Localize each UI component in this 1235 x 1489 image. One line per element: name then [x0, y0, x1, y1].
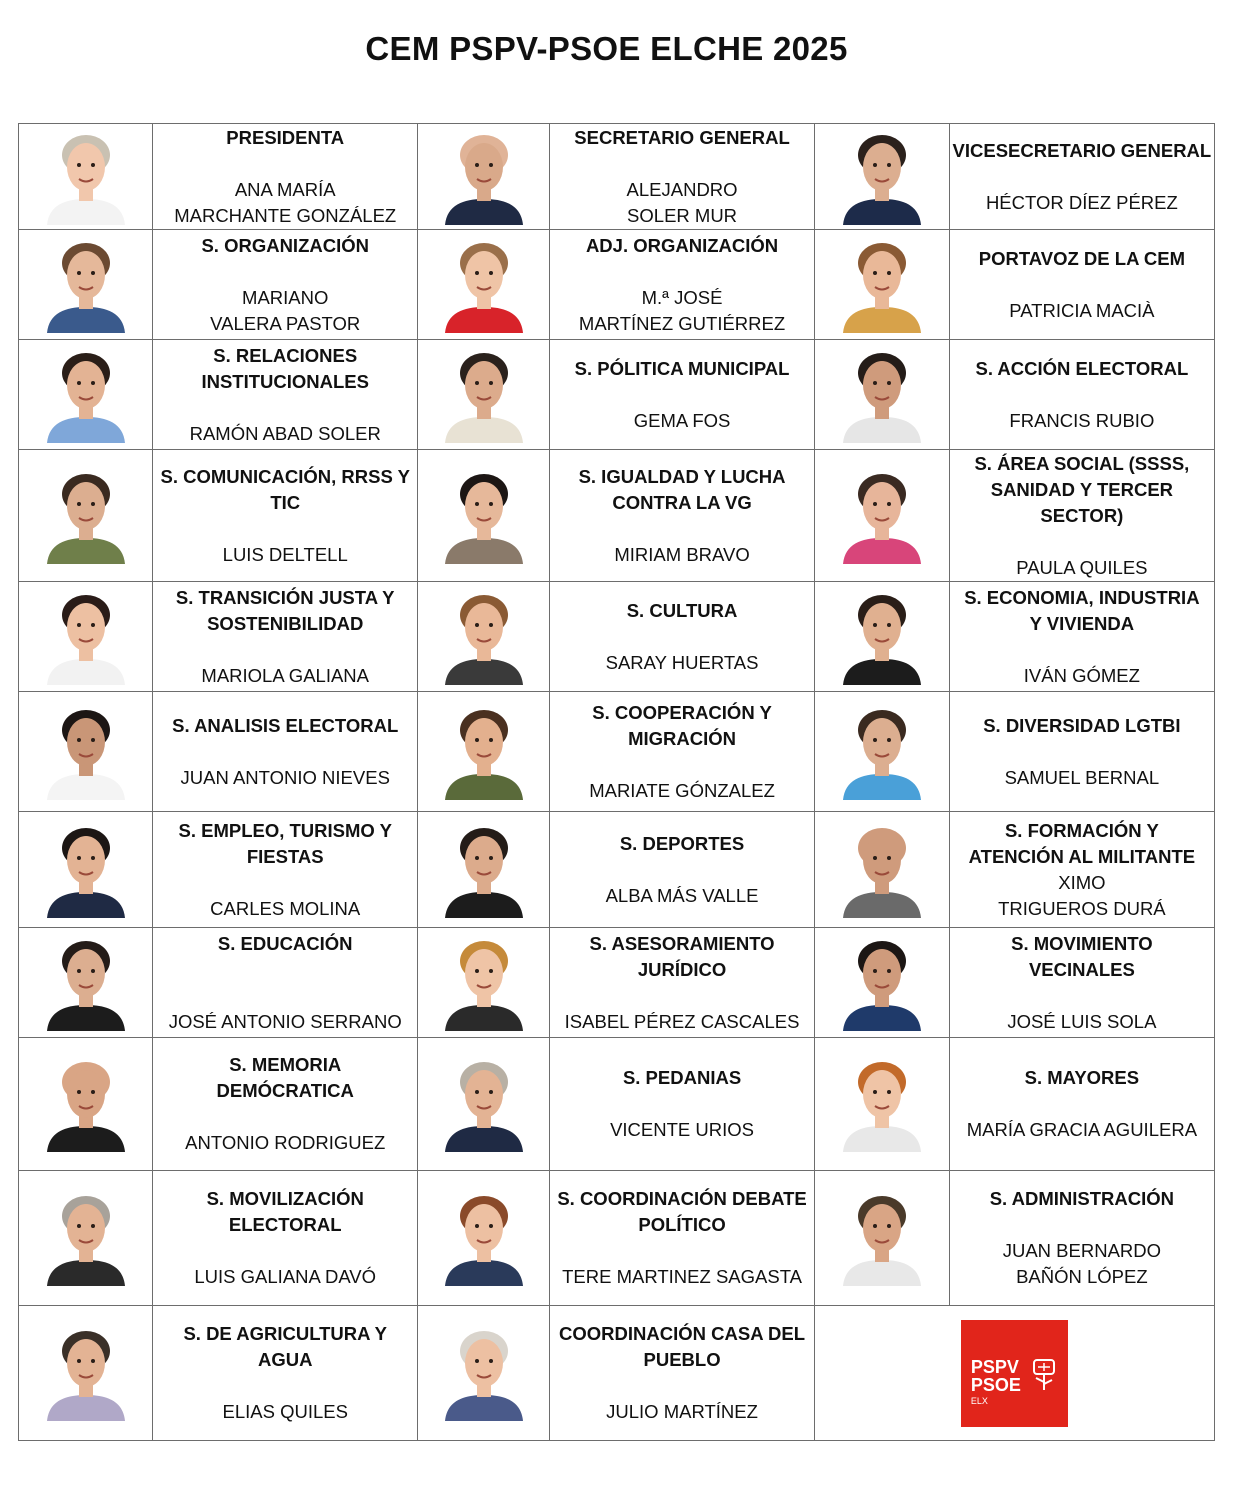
member-photo [441, 704, 527, 800]
member-photo [43, 347, 129, 443]
photo-cell [19, 450, 153, 582]
photo-cell [418, 1038, 550, 1171]
photo-cell [814, 1038, 949, 1171]
member-cell [949, 124, 1214, 230]
member-name: ANA MARÍA MARCHANTE GONZÁLEZ [174, 178, 397, 226]
member-photo [839, 935, 925, 1031]
member-cell [550, 928, 814, 1038]
member-role: S. ÁREA SOCIAL (SSSS, SANIDAD Y TERCER SECTOR) [974, 452, 1190, 526]
member-cell [153, 812, 418, 928]
member-photo [441, 237, 527, 333]
member-cell [949, 812, 1214, 928]
member-role: S. CULTURA [626, 599, 738, 621]
member-role: S. RELACIONES INSTITUCIONALES [201, 344, 369, 392]
member-role: S. MOVIMIENTO VECINALES [1011, 932, 1153, 980]
member-cell [949, 230, 1214, 340]
photo-cell [418, 812, 550, 928]
member-photo [43, 704, 129, 800]
member-name: JUAN ANTONIO NIEVES [180, 766, 390, 788]
photo-cell [814, 582, 949, 692]
member-role: S. DEPORTES [619, 832, 745, 854]
member-cell [550, 450, 814, 582]
member-role: S. DE AGRICULTURA Y AGUA [183, 1323, 387, 1370]
member-name: XIMO TRIGUEROS DURÁ [998, 871, 1166, 919]
member-cell [153, 450, 418, 582]
member-name: JULIO MARTÍNEZ [606, 1401, 758, 1422]
table-row [19, 1306, 1215, 1441]
logo-line-1: PSPV [970, 1356, 1019, 1377]
member-photo [441, 1190, 527, 1286]
member-name: ISABEL PÉREZ CASCALES [564, 1010, 800, 1032]
member-name: JUAN BERNARDO BAÑÓN LÓPEZ [1002, 1240, 1162, 1287]
photo-cell [418, 450, 550, 582]
logo-line-2: PSOE [970, 1374, 1021, 1395]
member-photo [839, 822, 925, 918]
member-role: S. ASESORAMIENTO JURÍDICO [589, 932, 775, 980]
photo-cell [19, 582, 153, 692]
member-photo [43, 1190, 129, 1286]
member-name: M.ª JOSÉ MARTÍNEZ GUTIÉRREZ [578, 286, 786, 334]
photo-cell [19, 340, 153, 450]
member-role: PRESIDENTA [226, 126, 345, 148]
member-photo [441, 347, 527, 443]
member-cell [153, 230, 418, 340]
member-photo [839, 347, 925, 443]
member-photo [839, 1056, 925, 1152]
member-role: S. COOPERACIÓN Y MIGRACIÓN [592, 701, 772, 749]
photo-cell [418, 582, 550, 692]
photo-cell [418, 340, 550, 450]
member-cell [550, 812, 814, 928]
page-title: CEM PSPV-PSOE ELCHE 2025 [365, 30, 848, 67]
photo-cell [418, 230, 550, 340]
photo-cell [418, 124, 550, 230]
member-cell [153, 340, 418, 450]
members-table [18, 123, 1215, 1441]
member-photo [839, 129, 925, 225]
member-role: S. MAYORES [1024, 1067, 1140, 1088]
member-photo [839, 589, 925, 685]
member-role: ADJ. ORGANIZACIÓN [585, 234, 779, 256]
member-cell [550, 230, 814, 340]
member-name: FRANCIS RUBIO [1009, 409, 1155, 431]
photo-cell [19, 124, 153, 230]
photo-cell [418, 1171, 550, 1306]
member-role: S. COMUNICACIÓN, RRSS Y TIC [160, 465, 410, 513]
member-name: ANTONIO RODRIGUEZ [185, 1132, 386, 1153]
table-row [19, 340, 1215, 450]
member-photo [43, 1056, 129, 1152]
member-photo [43, 935, 129, 1031]
pspv-psoe-logo [961, 1320, 1068, 1427]
member-name: JOSÉ LUIS SOLA [1007, 1010, 1157, 1032]
member-cell [153, 1038, 418, 1171]
member-role: SECRETARIO GENERAL [574, 126, 790, 148]
photo-cell [418, 1306, 550, 1441]
member-photo [839, 704, 925, 800]
member-photo [839, 1190, 925, 1286]
member-cell [153, 1171, 418, 1306]
member-name: JOSÉ ANTONIO SERRANO [168, 1010, 402, 1032]
table-row [19, 1038, 1215, 1171]
member-name: MARIANO VALERA PASTOR [210, 286, 361, 334]
rose-icon [1031, 1358, 1057, 1392]
member-name: HÉCTOR DÍEZ PÉREZ [985, 191, 1178, 213]
photo-cell [418, 692, 550, 812]
member-photo [43, 822, 129, 918]
member-role: S. ADMINISTRACIÓN [989, 1188, 1175, 1209]
member-cell [949, 928, 1214, 1038]
photo-cell [814, 928, 949, 1038]
member-photo [43, 237, 129, 333]
member-role: S. ANALISIS ELECTORAL [172, 714, 399, 736]
member-name: MIRIAM BRAVO [614, 543, 750, 565]
member-cell [153, 928, 418, 1038]
member-cell [550, 1306, 814, 1441]
member-cell [153, 124, 418, 230]
member-photo [441, 589, 527, 685]
table-row [19, 582, 1215, 692]
member-role: S. PÓLITICA MUNICIPAL [574, 357, 790, 379]
logo-text [971, 1358, 1021, 1394]
member-name: PAULA QUILES [1016, 556, 1148, 578]
member-name: PATRICIA MACIÀ [1009, 299, 1155, 321]
photo-cell [19, 928, 153, 1038]
photo-cell [19, 692, 153, 812]
member-cell [949, 450, 1214, 582]
member-role: S. ORGANIZACIÓN [201, 234, 369, 256]
member-cell [550, 582, 814, 692]
member-photo [441, 129, 527, 225]
member-photo [441, 822, 527, 918]
member-role: S. TRANSICIÓN JUSTA Y SOSTENIBILIDAD [175, 586, 395, 634]
table-row [19, 928, 1215, 1038]
member-cell [550, 1171, 814, 1306]
member-role: S. EMPLEO, TURISMO Y FIESTAS [178, 819, 392, 867]
photo-cell [19, 1171, 153, 1306]
member-role: S. COORDINACIÓN DEBATE POLÍTICO [557, 1188, 807, 1235]
member-role: S. FORMACIÓN Y ATENCIÓN AL MILITANTE [968, 819, 1196, 867]
member-name: MARIATE GÓNZALEZ [589, 779, 775, 801]
member-name: IVÁN GÓMEZ [1023, 664, 1140, 686]
member-cell [949, 340, 1214, 450]
member-cell [949, 692, 1214, 812]
member-name: MARÍA GRACIA AGUILERA [966, 1119, 1198, 1140]
photo-cell [814, 812, 949, 928]
member-photo [43, 468, 129, 564]
member-photo [43, 1325, 129, 1421]
member-role: COORDINACIÓN CASA DEL PUEBLO [559, 1323, 806, 1370]
member-cell [949, 1038, 1214, 1171]
table-row [19, 812, 1215, 928]
member-name: CARLES MOLINA [210, 897, 361, 919]
member-name: RAMÓN ABAD SOLER [189, 422, 381, 444]
photo-cell [814, 1171, 949, 1306]
member-name: VICENTE URIOS [610, 1119, 754, 1140]
member-name: GEMA FOS [633, 409, 731, 431]
member-photo [441, 935, 527, 1031]
member-photo [839, 468, 925, 564]
member-cell [153, 692, 418, 812]
photo-cell [814, 124, 949, 230]
member-name: TERE MARTINEZ SAGASTA [562, 1266, 802, 1287]
member-role: S. MOVILIZACIÓN ELECTORAL [206, 1188, 364, 1235]
photo-cell [19, 812, 153, 928]
photo-cell [814, 230, 949, 340]
member-cell [550, 340, 814, 450]
photo-cell [19, 230, 153, 340]
member-name: ELIAS QUILES [222, 1401, 348, 1422]
member-photo [441, 468, 527, 564]
photo-cell [814, 692, 949, 812]
logo-line-3: ELX [970, 1395, 988, 1406]
member-name: SARAY HUERTAS [605, 651, 759, 673]
logo-cell [814, 1306, 1214, 1441]
member-cell [550, 124, 814, 230]
member-cell [949, 582, 1214, 692]
table-row [19, 692, 1215, 812]
member-name: LUIS DELTELL [222, 543, 348, 565]
photo-cell [19, 1306, 153, 1441]
member-role: S. MEMORIA DEMÓCRATICA [216, 1054, 354, 1101]
member-role: S. EDUCACIÓN [217, 932, 353, 954]
member-name: LUIS GALIANA DAVÓ [194, 1266, 377, 1287]
photo-cell [814, 450, 949, 582]
member-role: S. DIVERSIDAD LGTBI [983, 714, 1181, 736]
member-photo [441, 1056, 527, 1152]
member-role: S. ACCIÓN ELECTORAL [975, 357, 1189, 379]
member-photo [43, 129, 129, 225]
member-cell [153, 582, 418, 692]
member-name: ALEJANDRO SOLER MUR [626, 178, 738, 226]
member-role: S. ECONOMIA, INDUSTRIA Y VIVIENDA [964, 586, 1200, 634]
member-cell [550, 1038, 814, 1171]
member-role: S. IGUALDAD Y LUCHA CONTRA LA VG [578, 465, 786, 513]
member-cell [153, 1306, 418, 1441]
member-photo [43, 589, 129, 685]
table-row [19, 230, 1215, 340]
photo-cell [814, 340, 949, 450]
member-photo [839, 237, 925, 333]
member-name: SAMUEL BERNAL [1004, 766, 1160, 788]
member-name: MARIOLA GALIANA [201, 664, 370, 686]
table-row [19, 124, 1215, 230]
table-row [19, 1171, 1215, 1306]
photo-cell [418, 928, 550, 1038]
member-role: VICESECRETARIO GENERAL [952, 139, 1212, 161]
photo-cell [19, 1038, 153, 1171]
member-cell [550, 692, 814, 812]
member-photo [441, 1325, 527, 1421]
member-role: PORTAVOZ DE LA CEM [978, 247, 1185, 269]
member-name: ALBA MÁS VALLE [605, 884, 759, 906]
table-row [19, 450, 1215, 582]
member-role: S. PEDANIAS [622, 1067, 742, 1088]
member-cell [949, 1171, 1214, 1306]
